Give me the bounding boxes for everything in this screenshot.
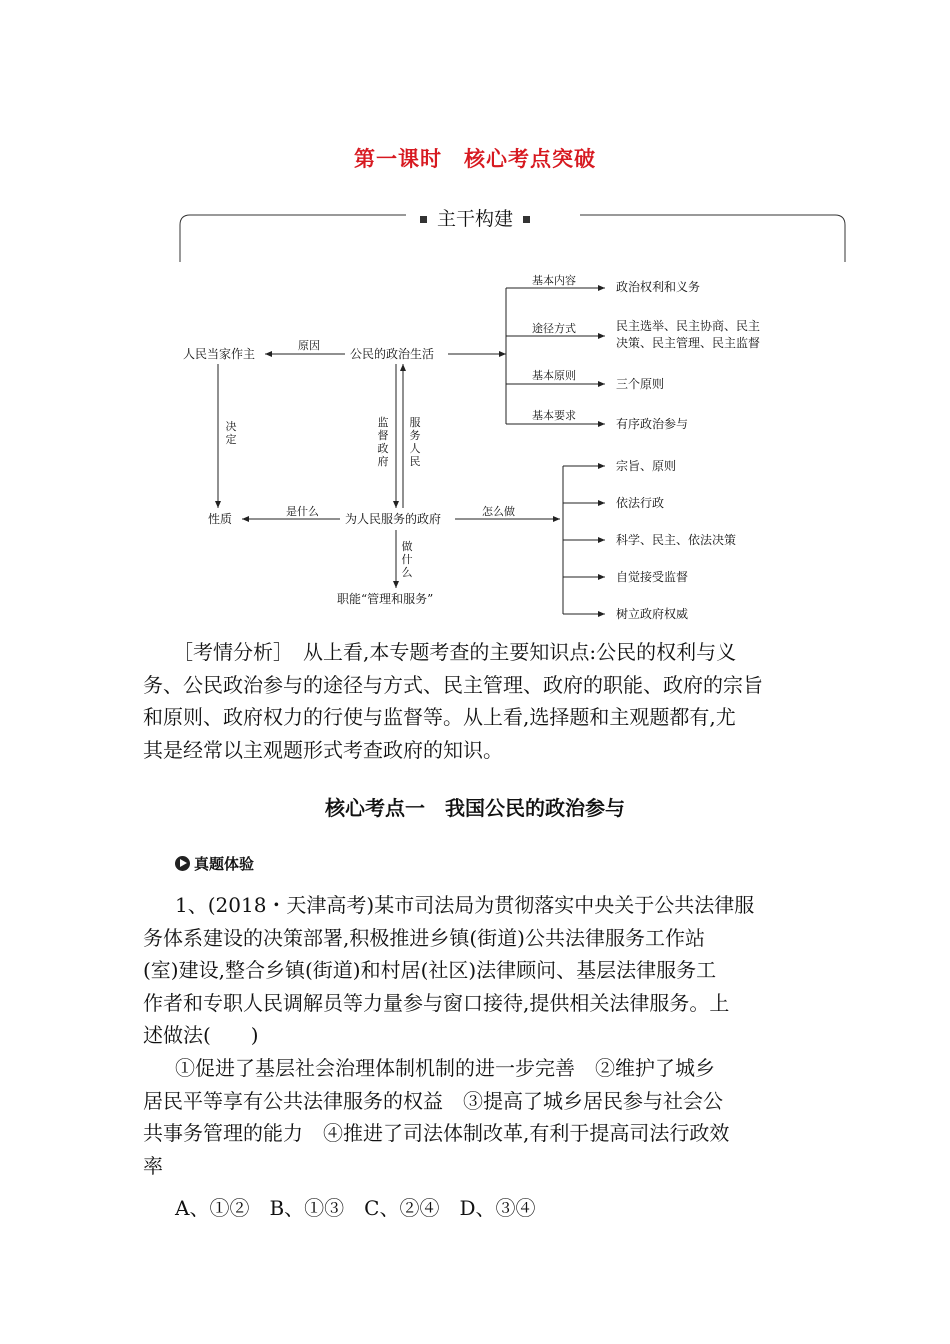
exp-label [175, 853, 254, 874]
play-circle-icon [175, 856, 190, 871]
page-title: 第一课时 核心考点突破 [354, 147, 596, 171]
exp-label-text: 真题体验 [194, 855, 255, 873]
frame-label-text: 主干构建 [436, 208, 513, 230]
square-bullet-icon [420, 216, 427, 223]
node-people-master: 人民当家作主 [183, 347, 256, 361]
edge-label-decide: 决定 [225, 420, 237, 446]
edge-label-basic-principle: 基本原则 [532, 369, 576, 382]
edge-label-reason: 原因 [298, 339, 320, 352]
question-line: 述做法( ) [143, 1023, 259, 1047]
options-paragraph [143, 1052, 813, 1182]
node-ways-1: 民主选举、民主协商、民主 [616, 319, 761, 333]
choices-text: A、①② B、①③ C、②④ D、③④ [175, 1196, 536, 1220]
node-r1: 宗旨、原则 [616, 459, 677, 473]
diagram-svg [0, 0, 950, 640]
option-line: 共事务管理的能力 ④推进了司法体制改革,有利于提高司法行政效 [143, 1121, 730, 1145]
question-paragraph [143, 889, 813, 1052]
edge-label-how: 怎么做 [482, 505, 515, 518]
analysis-line: ［考情分析］ 从上看,本专题考查的主要知识点:公民的权利与义 [173, 640, 737, 664]
edge-label-basic-content: 基本内容 [532, 274, 576, 287]
frame-label [0, 204, 950, 231]
question-line: 作者和专职人民调解员等力量参与窗口接待,提供相关法律服务。上 [143, 990, 730, 1015]
edge-label-supervise: 监督政府 [377, 416, 389, 468]
analysis-paragraph [143, 636, 813, 766]
node-three: 三个原则 [616, 377, 665, 391]
edge-label-what: 是什么 [286, 505, 319, 518]
node-r5: 树立政府权威 [616, 607, 689, 621]
node-ways-2: 决策、民主管理、民主监督 [616, 336, 761, 350]
edge-label-do-what: 做什么 [401, 540, 413, 579]
analysis-line: 其是经常以主观题形式考查政府的知识。 [143, 737, 503, 762]
edge-label-basic-require: 基本要求 [532, 409, 576, 422]
option-line: ①促进了基层社会治理体制机制的进一步完善 ②维护了城乡 [175, 1056, 715, 1080]
question-line: 务体系建设的决策部署,积极推进乡镇(街道)公共法律服务工作站 [143, 925, 705, 950]
node-functions: 职能“管理和服务” [337, 592, 434, 606]
analysis-line: 和原则、政府权力的行使与监督等。从上看,选择题和主观题都有,尤 [143, 705, 736, 729]
edge-label-serve: 服务人民 [409, 416, 421, 468]
analysis-line: 务、公民政治参与的途径与方式、民主管理、政府的职能、政府的宗旨 [143, 672, 763, 697]
question-line: (室)建设,整合乡镇(街道)和村居(社区)法律顾问、基层法律服务工 [143, 958, 717, 982]
option-line: 居民平等享有公共法律服务的权益 ③提高了城乡居民参与社会公 [143, 1088, 723, 1113]
node-gov: 为人民服务的政府 [345, 512, 442, 526]
section-title: 核心考点一 我国公民的政治参与 [325, 796, 625, 820]
node-nature: 性质 [208, 512, 233, 526]
node-r2: 依法行政 [616, 496, 665, 510]
node-r3: 科学、民主、依法决策 [616, 533, 737, 547]
choices-row [143, 1192, 813, 1225]
node-r4: 自觉接受监督 [616, 570, 689, 584]
node-orderly: 有序政治参与 [616, 417, 689, 431]
question-line: 1、(2018・天津高考)某市司法局为贯彻落实中央关于公共法律服 [175, 893, 755, 917]
square-bullet-icon [523, 216, 530, 223]
edge-label-ways: 途径方式 [532, 322, 576, 335]
node-civic-life: 公民的政治生活 [350, 347, 435, 361]
option-line: 率 [143, 1153, 163, 1178]
node-rights: 政治权利和义务 [616, 280, 701, 294]
